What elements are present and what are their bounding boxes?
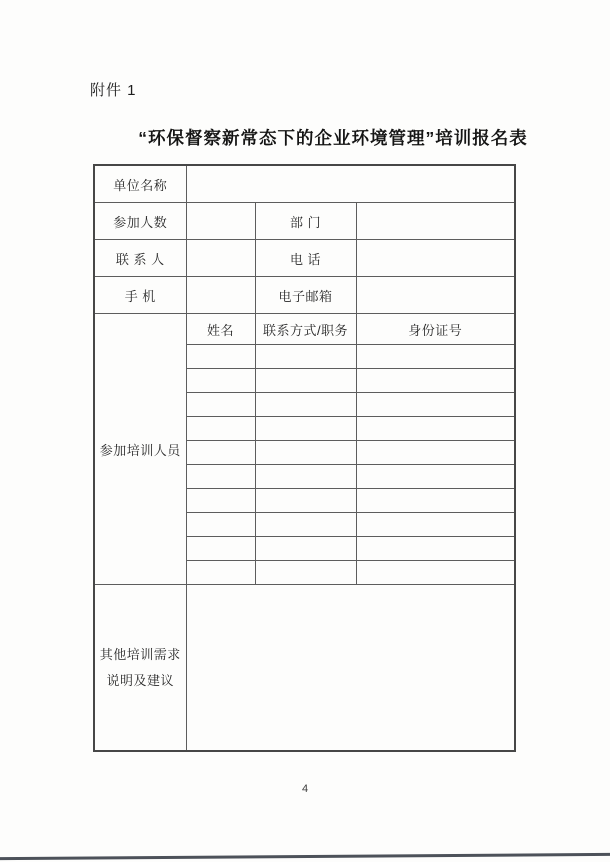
unit-name-row <box>94 165 515 203</box>
trainee-empty-cell <box>255 561 356 585</box>
other-needs-label-line2: 说明及建议 <box>106 672 174 688</box>
other-needs-label <box>94 585 186 752</box>
trainee-empty-cell <box>186 345 255 369</box>
trainee-empty-cell <box>186 393 255 417</box>
trainee-empty-cell <box>255 537 356 561</box>
trainee-empty-cell <box>356 465 515 489</box>
contact-person-value-cell <box>186 240 255 277</box>
trainee-empty-cell <box>255 465 356 489</box>
participants-department-row <box>94 203 515 240</box>
trainee-empty-cell <box>255 417 356 441</box>
attachment-label: 附件 1 <box>90 82 137 99</box>
department-value-cell <box>356 203 515 240</box>
trainee-empty-cell <box>255 489 356 513</box>
page-number: 4 <box>301 783 309 795</box>
phone-label: 电 话 <box>255 240 356 277</box>
trainees-section-label: 参加培训人员 <box>94 314 186 585</box>
trainee-empty-cell <box>356 489 515 513</box>
trainee-empty-cell <box>186 537 255 561</box>
mobile-label: 手 机 <box>94 277 186 314</box>
mobile-email-row <box>94 277 515 314</box>
trainees-col-name: 姓名 <box>186 314 255 345</box>
email-value-cell <box>356 277 515 314</box>
trainee-empty-cell <box>186 369 255 393</box>
trainee-empty-cell <box>255 369 356 393</box>
other-needs-value-cell <box>186 585 515 752</box>
scanner-edge-line <box>0 853 610 860</box>
trainee-empty-cell <box>356 513 515 537</box>
contact-person-label: 联 系 人 <box>94 240 186 277</box>
trainee-empty-cell <box>356 441 515 465</box>
registration-form-table <box>93 164 516 752</box>
form-title: “环保督察新常态下的企业环境管理”培训报名表 <box>138 128 528 148</box>
trainee-empty-cell <box>186 561 255 585</box>
trainees-header-row <box>94 314 515 345</box>
trainee-empty-cell <box>356 561 515 585</box>
phone-value-cell <box>356 240 515 277</box>
trainee-empty-cell <box>255 345 356 369</box>
participants-count-label: 参加人数 <box>94 203 186 240</box>
trainee-empty-cell <box>356 393 515 417</box>
trainee-empty-cell <box>186 489 255 513</box>
contact-phone-row <box>94 240 515 277</box>
trainee-empty-cell <box>255 441 356 465</box>
trainees-col-id: 身份证号 <box>356 314 515 345</box>
other-needs-body <box>94 585 515 752</box>
form-table-body <box>94 165 515 585</box>
trainee-empty-cell <box>186 465 255 489</box>
unit-name-value-cell <box>186 165 515 203</box>
trainees-col-contact: 联系方式/职务 <box>255 314 356 345</box>
trainee-empty-cell <box>186 513 255 537</box>
trainee-empty-cell <box>186 417 255 441</box>
trainee-empty-cell <box>255 393 356 417</box>
other-needs-row <box>94 585 515 752</box>
trainee-empty-cell <box>356 417 515 441</box>
department-label: 部 门 <box>255 203 356 240</box>
other-needs-label-line1: 其他培训需求 <box>99 646 181 662</box>
trainee-empty-cell <box>356 345 515 369</box>
trainee-empty-cell <box>186 441 255 465</box>
trainee-empty-cell <box>255 513 356 537</box>
participants-count-value-cell <box>186 203 255 240</box>
trainee-empty-cell <box>356 369 515 393</box>
unit-name-label: 单位名称 <box>94 165 186 203</box>
mobile-value-cell <box>186 277 255 314</box>
trainee-empty-cell <box>356 537 515 561</box>
email-label: 电子邮箱 <box>255 277 356 314</box>
